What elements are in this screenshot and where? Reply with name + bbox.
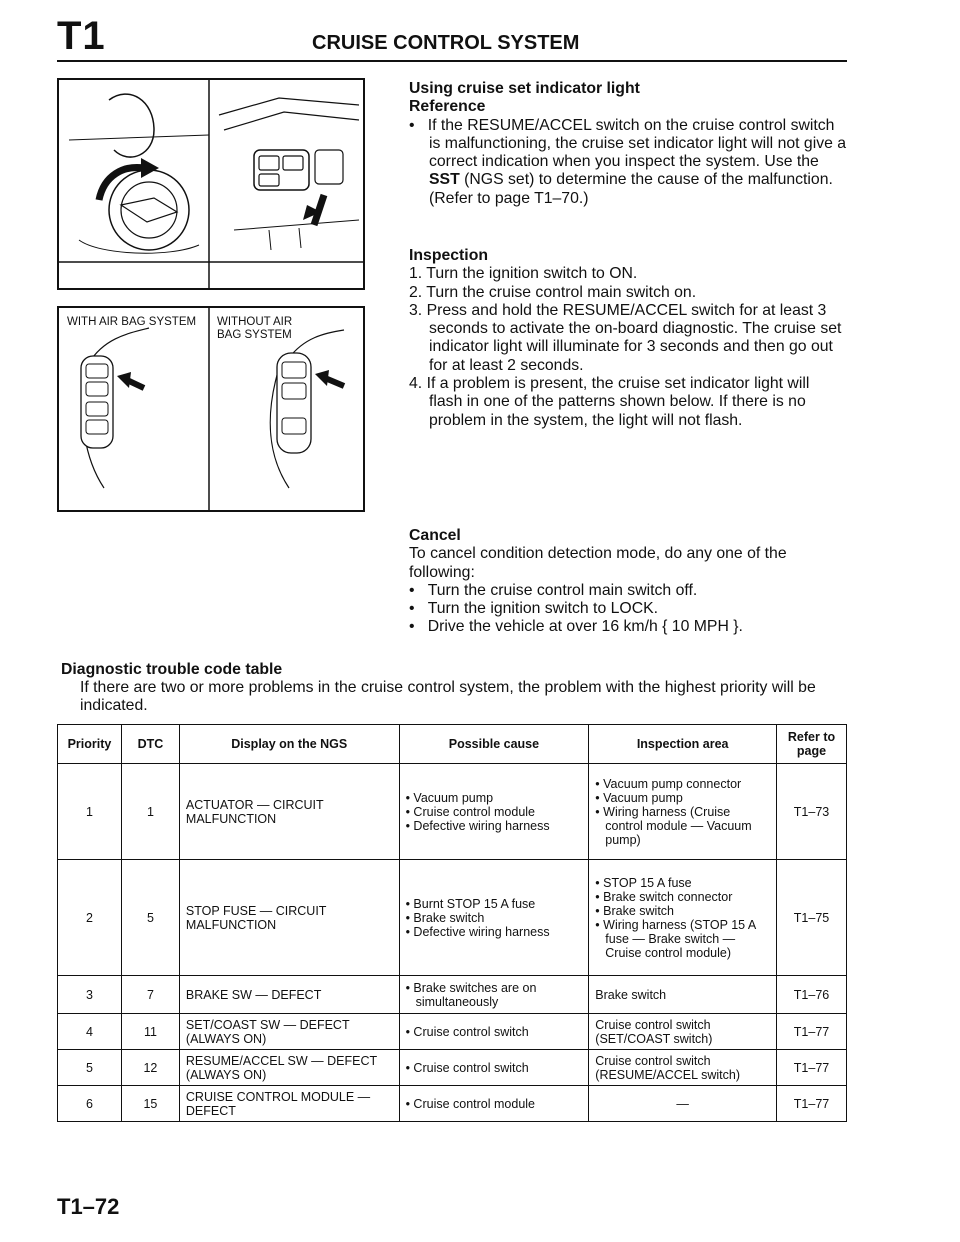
- refer-page-cell: T1–76: [777, 976, 847, 1014]
- reference-text-2: (NGS set) to determine the cause of the malfunction.: [459, 171, 833, 189]
- dtc-cell: 1: [121, 764, 179, 860]
- dtc-cell: 11: [121, 1014, 179, 1050]
- display-cell: SET/COAST SW — DEFECT (ALWAYS ON): [179, 1014, 399, 1050]
- cancel-bullet-text: Turn the cruise control main switch off.: [427, 581, 698, 599]
- inspection-item: • Vacuum pump: [595, 791, 770, 805]
- column-header: DTC: [121, 725, 179, 764]
- cause-item: • Cruise control module: [406, 805, 583, 819]
- cruise-switch-illustration: [59, 308, 363, 510]
- reference-heading: Reference: [409, 98, 486, 116]
- column-header: Possible cause: [399, 725, 589, 764]
- dtc-cell: 15: [121, 1086, 179, 1122]
- cause-cell: [399, 1086, 589, 1122]
- dtc-cell: 5: [121, 860, 179, 976]
- dtc-cell: 7: [121, 976, 179, 1014]
- inspection-item: • Wiring harness (Cruise control module — Vacuum pump): [595, 805, 770, 847]
- inspection-cell: Cruise control switch (SET/COAST switch): [589, 1014, 777, 1050]
- display-cell: STOP FUSE — CIRCUIT MALFUNCTION: [179, 860, 399, 976]
- inspection-heading: Inspection: [409, 247, 488, 264]
- inspection-item: • Vacuum pump connector: [595, 777, 770, 791]
- cancel-bullet-text: Turn the ignition switch to LOCK.: [427, 600, 659, 618]
- priority-cell: 6: [58, 1086, 122, 1122]
- page-number: T1–72: [57, 1194, 120, 1219]
- inspection-item: • Brake switch connector: [595, 890, 770, 904]
- cause-item: • Burnt STOP 15 A fuse: [406, 897, 583, 911]
- cancel-section: [409, 527, 847, 637]
- dtc-description: If there are two or more problems in the cruise control system, the problem with the highest priority will be indicated.: [80, 679, 816, 714]
- reference-bullet: • If the RESUME/ACCEL switch on the cruise control switch is malfunctioning, the cruise set indicator light will not give a correct indication when you inspect the system. Use the SST (NGS set) to determine the cause of the malfunction.: [409, 116, 847, 189]
- table-row: [58, 1050, 847, 1086]
- table-header-row: [58, 725, 847, 764]
- refer-page-cell: T1–75: [777, 860, 847, 976]
- priority-cell: 5: [58, 1050, 122, 1086]
- column-header: Inspection area: [589, 725, 777, 764]
- inspection-item: • Brake switch: [595, 904, 770, 918]
- indicator-heading: Using cruise set indicator light: [409, 80, 640, 97]
- inspection-cell: —: [589, 1086, 777, 1122]
- inspection-cell: [589, 860, 777, 976]
- cause-cell: [399, 976, 589, 1014]
- cause-item: • Cruise control module: [406, 1097, 583, 1111]
- display-cell: RESUME/ACCEL SW — DEFECT (ALWAYS ON): [179, 1050, 399, 1086]
- dtc-table: [57, 724, 847, 1122]
- inspection-cell: Cruise control switch (RESUME/ACCEL switch): [589, 1050, 777, 1086]
- table-row: [58, 1086, 847, 1122]
- refer-page-cell: T1–77: [777, 1014, 847, 1050]
- dtc-heading: Diagnostic trouble code table: [61, 661, 283, 678]
- inspection-step: 2. Turn the cruise control main switch on.: [409, 283, 697, 301]
- cause-cell: [399, 860, 589, 976]
- priority-cell: 3: [58, 976, 122, 1014]
- cancel-text: To cancel condition detection mode, do any one of the following:: [409, 545, 787, 581]
- inspection-step: 3. Press and hold the RESUME/ACCEL switch for at least 3 seconds to activate the on-board diagnostic. The cruise set indicator light will illuminate for 3 seconds and then go out for at least 2 seconds.: [409, 301, 842, 374]
- refer-page-cell: T1–73: [777, 764, 847, 860]
- priority-cell: 1: [58, 764, 122, 860]
- cause-cell: [399, 764, 589, 860]
- header-divider: [57, 60, 847, 62]
- column-header: Refer to page: [777, 725, 847, 764]
- with-air-bag-label: WITH AIR BAG SYSTEM: [67, 316, 197, 328]
- priority-cell: 4: [58, 1014, 122, 1050]
- table-row: [58, 764, 847, 860]
- page-title: CRUISE CONTROL SYSTEM: [312, 32, 580, 54]
- table-row: [58, 860, 847, 976]
- inspection-cell: Brake switch: [589, 976, 777, 1014]
- sst-label: SST: [429, 171, 460, 189]
- dtc-cell: 12: [121, 1050, 179, 1086]
- inspection-step: 4. If a problem is present, the cruise set indicator light will flash in one of the patterns shown below. If there is no problem in the system, the light will not flash.: [409, 375, 810, 429]
- cause-item: • Brake switches are on simultaneously: [406, 981, 583, 1009]
- refer-page-cell: T1–77: [777, 1086, 847, 1122]
- cancel-heading: Cancel: [409, 527, 461, 544]
- cancel-bullet: • Turn the ignition switch to LOCK.: [409, 600, 659, 618]
- section-code: T1: [57, 14, 106, 58]
- cause-item: • Cruise control switch: [406, 1025, 583, 1039]
- ignition-main-switch-figure: [57, 78, 365, 290]
- indicator-section: [409, 80, 847, 208]
- column-header: Priority: [58, 725, 122, 764]
- priority-cell: 2: [58, 860, 122, 976]
- inspection-item: • Wiring harness (STOP 15 A fuse — Brake switch — Cruise control module): [595, 918, 770, 960]
- inspection-cell: [589, 764, 777, 860]
- inspection-step: 1. Turn the ignition switch to ON.: [409, 265, 638, 283]
- table-row: [58, 976, 847, 1014]
- display-cell: CRUISE CONTROL MODULE — DEFECT: [179, 1086, 399, 1122]
- cause-item: • Defective wiring harness: [406, 819, 583, 833]
- ignition-main-switch-illustration: [59, 80, 363, 288]
- cancel-bullet: • Drive the vehicle at over 16 km/h { 10 MPH }.: [409, 618, 743, 636]
- table-row: [58, 1014, 847, 1050]
- display-cell: BRAKE SW — DEFECT: [179, 976, 399, 1014]
- cause-item: • Vacuum pump: [406, 791, 583, 805]
- cause-item: • Defective wiring harness: [406, 925, 583, 939]
- inspection-section: [409, 247, 847, 430]
- refer-page-cell: T1–77: [777, 1050, 847, 1086]
- cause-cell: [399, 1050, 589, 1086]
- cancel-bullet-text: Drive the vehicle at over 16 km/h { 10 MPH }.: [427, 618, 743, 636]
- column-header: Display on the NGS: [179, 725, 399, 764]
- reference-text-1: If the RESUME/ACCEL switch on the cruise control switch is malfunctioning, the cruise set indicator light will not give a correct indication when you inspect the system. Use the: [427, 116, 847, 171]
- reference-note: (Refer to page T1–70.): [429, 189, 589, 207]
- cause-item: • Cruise control switch: [406, 1061, 583, 1075]
- display-cell: ACTUATOR — CIRCUIT MALFUNCTION: [179, 764, 399, 860]
- cause-item: • Brake switch: [406, 911, 583, 925]
- cause-cell: [399, 1014, 589, 1050]
- without-air-bag-label: WITHOUT AIR BAG SYSTEM: [217, 316, 293, 341]
- cancel-bullet: • Turn the cruise control main switch off.: [409, 581, 698, 599]
- cruise-switch-figure: [57, 306, 365, 512]
- inspection-item: • STOP 15 A fuse: [595, 876, 770, 890]
